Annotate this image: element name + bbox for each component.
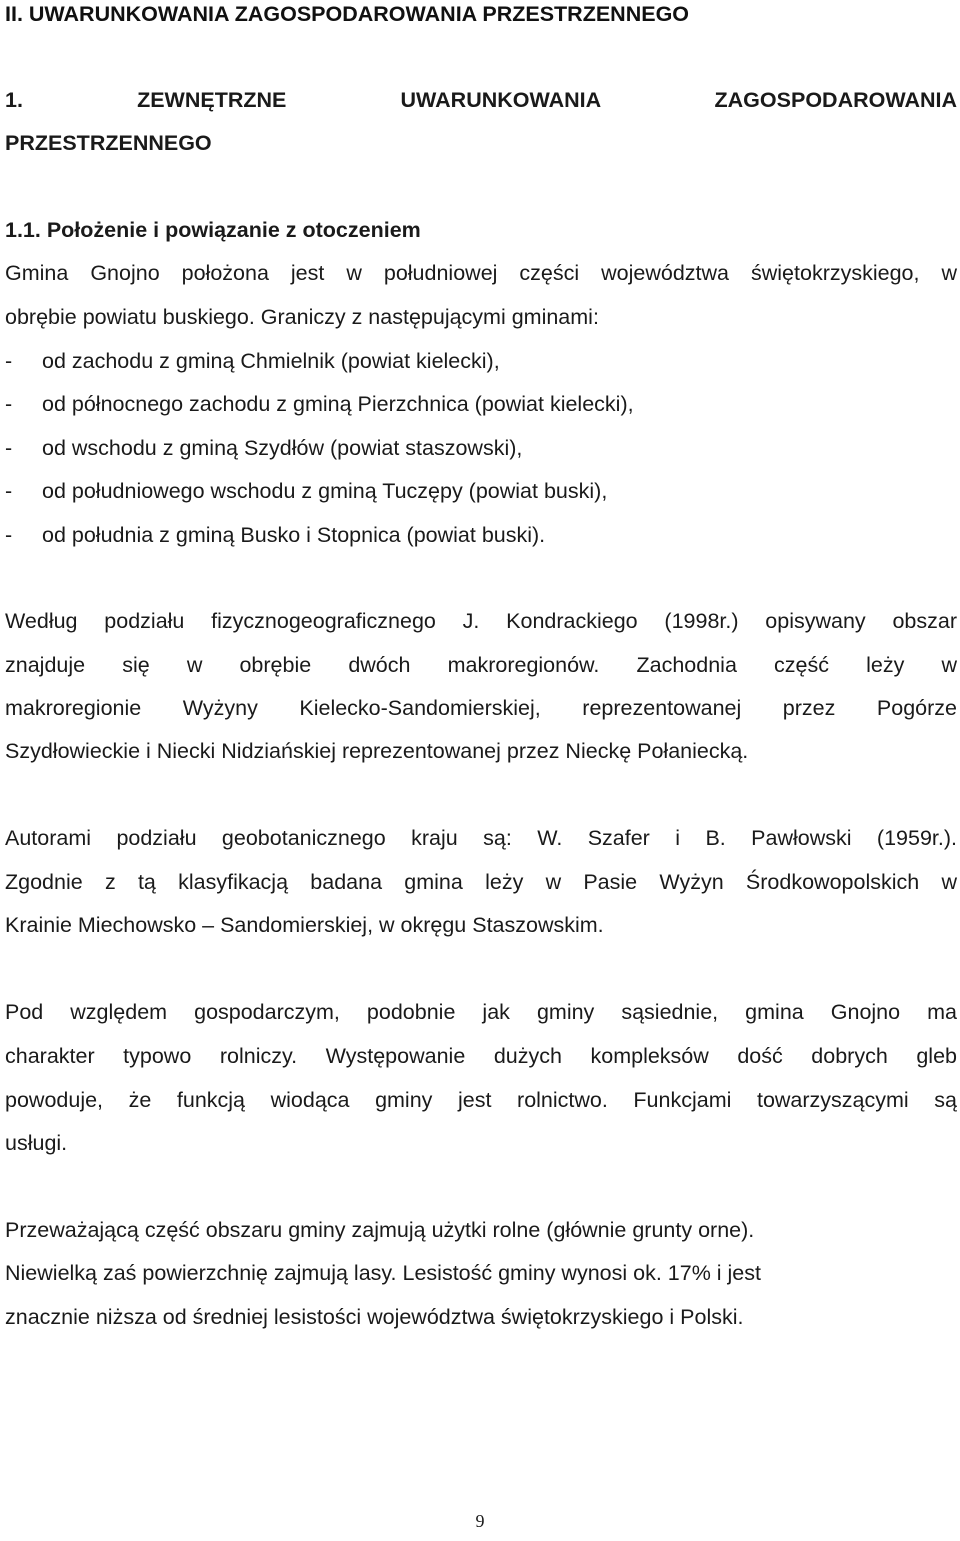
paragraph-4-line-4: usługi. [5,1131,68,1155]
list-bullet: - [5,479,13,503]
paragraph-4-line-1: Pod względem gospodarczym, podobnie jak gminy sąsiednie, gmina Gnojno ma [5,1000,957,1024]
list-item: od wschodu z gminą Szydłów (powiat staszowski), [42,436,523,460]
paragraph-4-line-3: powoduje, że funkcją wiodąca gminy jest rolnictwo. Funkcjami towarzyszącymi są [5,1088,957,1112]
paragraph-2-line-2: znajduje się w obrębie dwóch makroregionów. Zachodnia część leży w [5,653,957,677]
subchapter-title: 1.1. Położenie i powiązanie z otoczeniem [5,218,421,242]
paragraph-5-line-3: znacznie niższa od średniej lesistości województwa świętokrzyskiego i Polski. [5,1305,744,1329]
list-bullet: - [5,349,13,373]
list-bullet: - [5,436,13,460]
paragraph-2-line-3: makroregionie Wyżyny Kielecko-Sandomierskiej, reprezentowanej przez Pogórze [5,696,957,720]
list-item: od południowego wschodu z gminą Tuczępy (powiat buski), [42,479,608,503]
page-number: 9 [475,1511,485,1531]
list-bullet: - [5,392,13,416]
paragraph-5-line-1: Przeważającą część obszaru gminy zajmują użytki rolne (głównie grunty orne). [5,1218,755,1242]
list-item: od północnego zachodu z gminą Pierzchnica (powiat kielecki), [42,392,634,416]
paragraph-1-line-2: obrębie powiatu buskiego. Graniczy z następującymi gminami: [5,305,599,329]
chapter-title-line-2: PRZESTRZENNEGO [5,131,212,155]
paragraph-3-line-1: Autorami podziału geobotanicznego kraju są: W. Szafer i B. Pawłowski (1959r.). [5,826,957,850]
paragraph-4-line-2: charakter typowo rolniczy. Występowanie dużych kompleksów dość dobrych gleb [5,1044,957,1068]
list-item: od południa z gminą Busko i Stopnica (powiat buski). [42,523,546,547]
chapter-title-line-1: 1. ZEWNĘTRZNE UWARUNKOWANIA ZAGOSPODAROWANIA [5,88,957,112]
paragraph-2-line-4: Szydłowieckie i Niecki Nidziańskiej reprezentowanej przez Nieckę Połaniecką. [5,739,749,763]
paragraph-3-line-2: Zgodnie z tą klasyfikacją badana gmina leży w Pasie Wyżyn Środkowopolskich w [5,870,957,894]
list-item: od zachodu z gminą Chmielnik (powiat kielecki), [42,349,500,373]
paragraph-2-line-1: Według podziału fizycznogeograficznego J. Kondrackiego (1998r.) opisywany obszar [5,609,957,633]
section-title: II. UWARUNKOWANIA ZAGOSPODAROWANIA PRZESTRZENNEGO [5,2,690,26]
list-bullet: - [5,523,13,547]
paragraph-3-line-3: Krainie Miechowsko – Sandomierskiej, w okręgu Staszowskim. [5,913,604,937]
paragraph-5-line-2: Niewielką zaś powierzchnię zajmują lasy. Lesistość gminy wynosi ok. 17% i jest [5,1261,761,1285]
paragraph-1-line-1: Gmina Gnojno położona jest w południowej części województwa świętokrzyskiego, w [5,261,957,285]
